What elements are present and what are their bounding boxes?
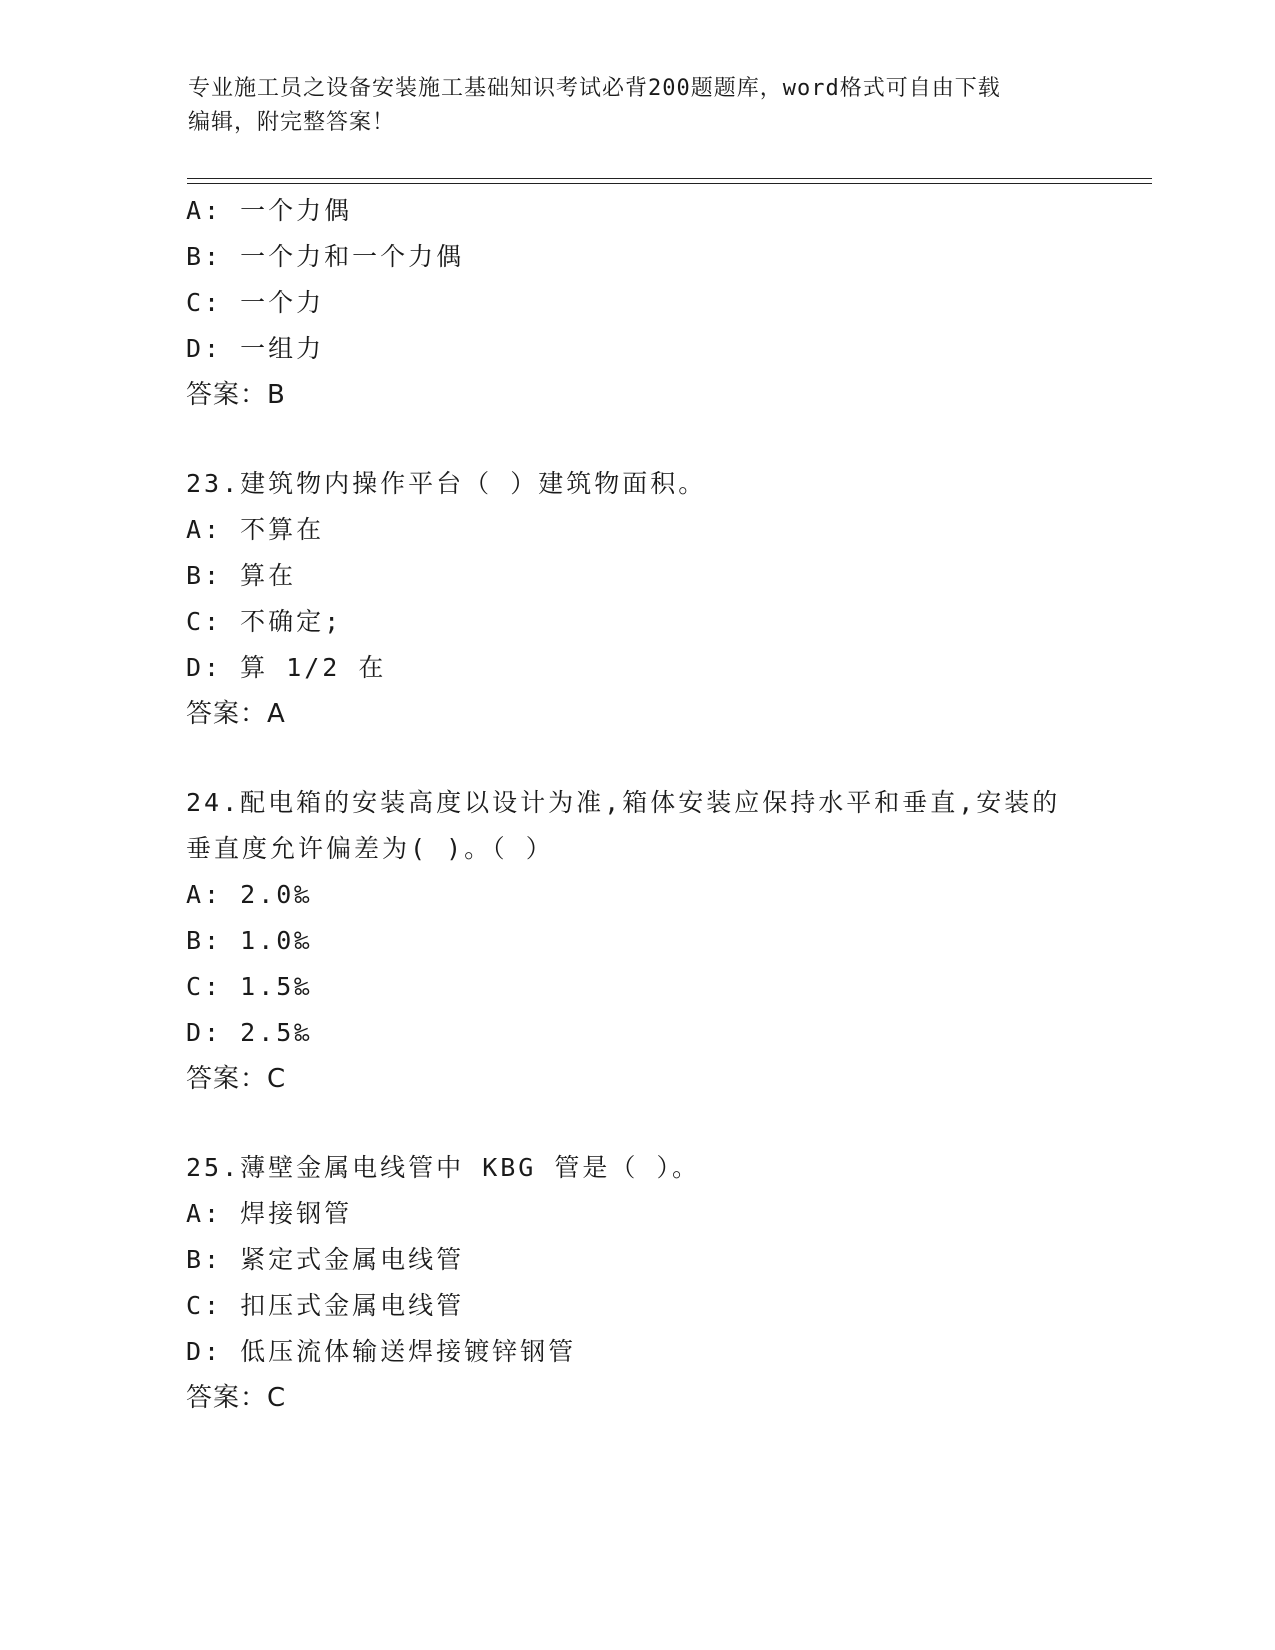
question-list — [186, 188, 1086, 1421]
header-line-2: 编辑，附完整答案！ — [188, 110, 396, 135]
option-a: A: 焊接钢管 — [186, 1199, 353, 1228]
header-rule-bottom — [187, 183, 1152, 184]
option-a: A: 2.0‰ — [186, 880, 313, 909]
option-b: B: 紧定式金属电线管 — [186, 1245, 465, 1274]
spacer — [186, 1102, 1086, 1145]
option-b: B: 算在 — [186, 561, 297, 590]
option-a: A: 一个力偶 — [186, 196, 353, 225]
option-b: B: 一个力和一个力偶 — [186, 242, 465, 271]
answer-label: 答案：C — [186, 1064, 287, 1094]
answer-label: 答案：A — [186, 699, 286, 729]
option-c: C: 扣压式金属电线管 — [186, 1291, 465, 1320]
document-header — [188, 72, 1068, 140]
header-rule-top — [187, 178, 1152, 179]
question-title: 25.薄壁金属电线管中 KBG 管是（ ）。 — [186, 1153, 700, 1182]
spacer — [186, 737, 1086, 780]
option-d: D: 2.5‰ — [186, 1018, 313, 1047]
spacer — [186, 418, 1086, 461]
question-24 — [186, 780, 1086, 1102]
header-line-1: 专业施工员之设备安装施工基础知识考试必背200题题库，word格式可自由下载 — [188, 76, 1001, 101]
question-title-line-2: 垂直度允许偏差为( )。（ ） — [186, 834, 554, 863]
option-a: A: 不算在 — [186, 515, 325, 544]
option-b: B: 1.0‰ — [186, 926, 313, 955]
answer-label: 答案：C — [186, 1383, 287, 1413]
option-c: C: 1.5‰ — [186, 972, 313, 1001]
question-22 — [186, 188, 1086, 418]
option-d: D: 低压流体输送焊接镀锌钢管 — [186, 1337, 577, 1366]
option-d: D: 一组力 — [186, 334, 325, 363]
answer-label: 答案：B — [186, 380, 286, 410]
question-23 — [186, 461, 1086, 737]
option-c: C: 一个力 — [186, 288, 325, 317]
option-c: C: 不确定; — [186, 607, 343, 636]
question-title: 23.建筑物内操作平台（ ）建筑物面积。 — [186, 469, 707, 498]
question-title-line-1: 24.配电箱的安装高度以设计为准,箱体安装应保持水平和垂直,安装的 — [186, 788, 1061, 817]
question-25 — [186, 1145, 1086, 1421]
option-d: D: 算 1/2 在 — [186, 653, 387, 682]
